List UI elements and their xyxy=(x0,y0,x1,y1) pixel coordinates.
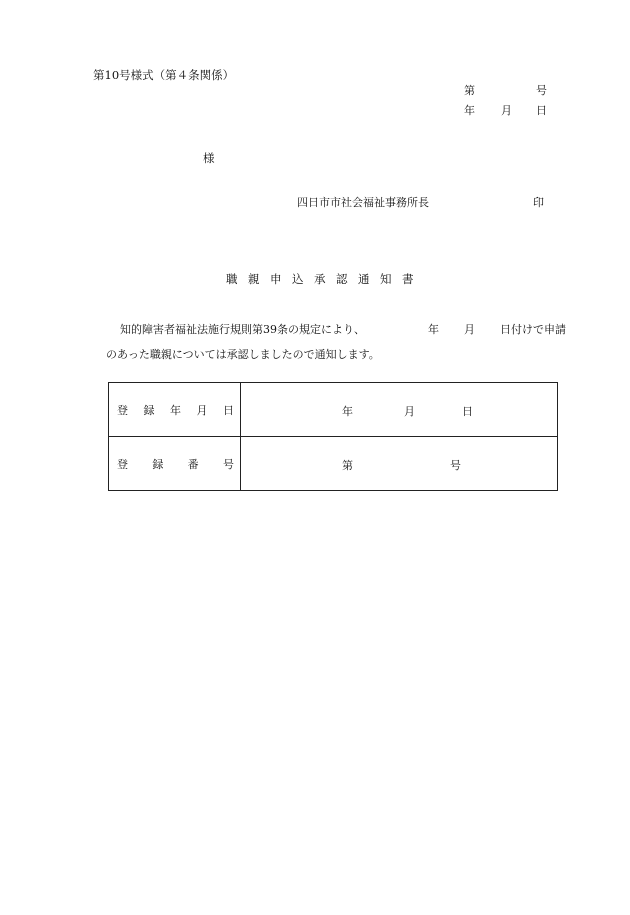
body-date-year: 年 xyxy=(428,323,439,336)
issue-date-month: 月 xyxy=(501,104,512,117)
label-char: 月 xyxy=(196,403,208,417)
registration-number-suffix: 号 xyxy=(450,459,461,472)
label-char: 録 xyxy=(152,457,164,471)
registration-date-month: 月 xyxy=(404,405,415,418)
label-char: 日 xyxy=(223,403,234,417)
registration-number-prefix: 第 xyxy=(342,459,353,472)
label-char: 号 xyxy=(222,457,234,471)
registration-date-label xyxy=(109,383,241,437)
label-char: 録 xyxy=(143,403,155,417)
addressee-honorific: 様 xyxy=(203,151,215,165)
document-number-suffix: 号 xyxy=(536,84,547,97)
label-char: 年 xyxy=(170,403,181,417)
registration-date-value xyxy=(241,383,558,437)
table-row-registration-date xyxy=(109,383,558,437)
seal-mark: 印 xyxy=(533,196,544,209)
issue-date-day: 日 xyxy=(536,104,547,117)
table-row-registration-number xyxy=(109,437,558,491)
body-date-month: 月 xyxy=(464,323,475,336)
label-char: 登 xyxy=(117,457,128,471)
registration-number-value xyxy=(241,437,558,491)
body-text-line2: のあった職親については承認しましたので通知します。 xyxy=(106,348,380,361)
issuer-name: 四日市市社会福祉事務所長 xyxy=(297,196,429,209)
registration-table xyxy=(108,382,558,491)
document-title: 職親申込承認通知書 xyxy=(226,272,424,286)
label-char: 番 xyxy=(187,457,199,471)
registration-number-label xyxy=(109,437,241,491)
registration-date-year: 年 xyxy=(342,405,353,418)
issue-date-year: 年 xyxy=(464,104,475,117)
label-char: 登 xyxy=(117,403,128,417)
document-number-prefix: 第 xyxy=(464,84,475,97)
form-number: 第10号様式（第４条関係） xyxy=(93,68,235,82)
body-text-line1-end: 日付けで申請 xyxy=(500,323,566,336)
registration-date-day: 日 xyxy=(462,405,473,418)
body-text-line1: 知的障害者福祉法施行規則第39条の規定により、 xyxy=(120,323,365,336)
